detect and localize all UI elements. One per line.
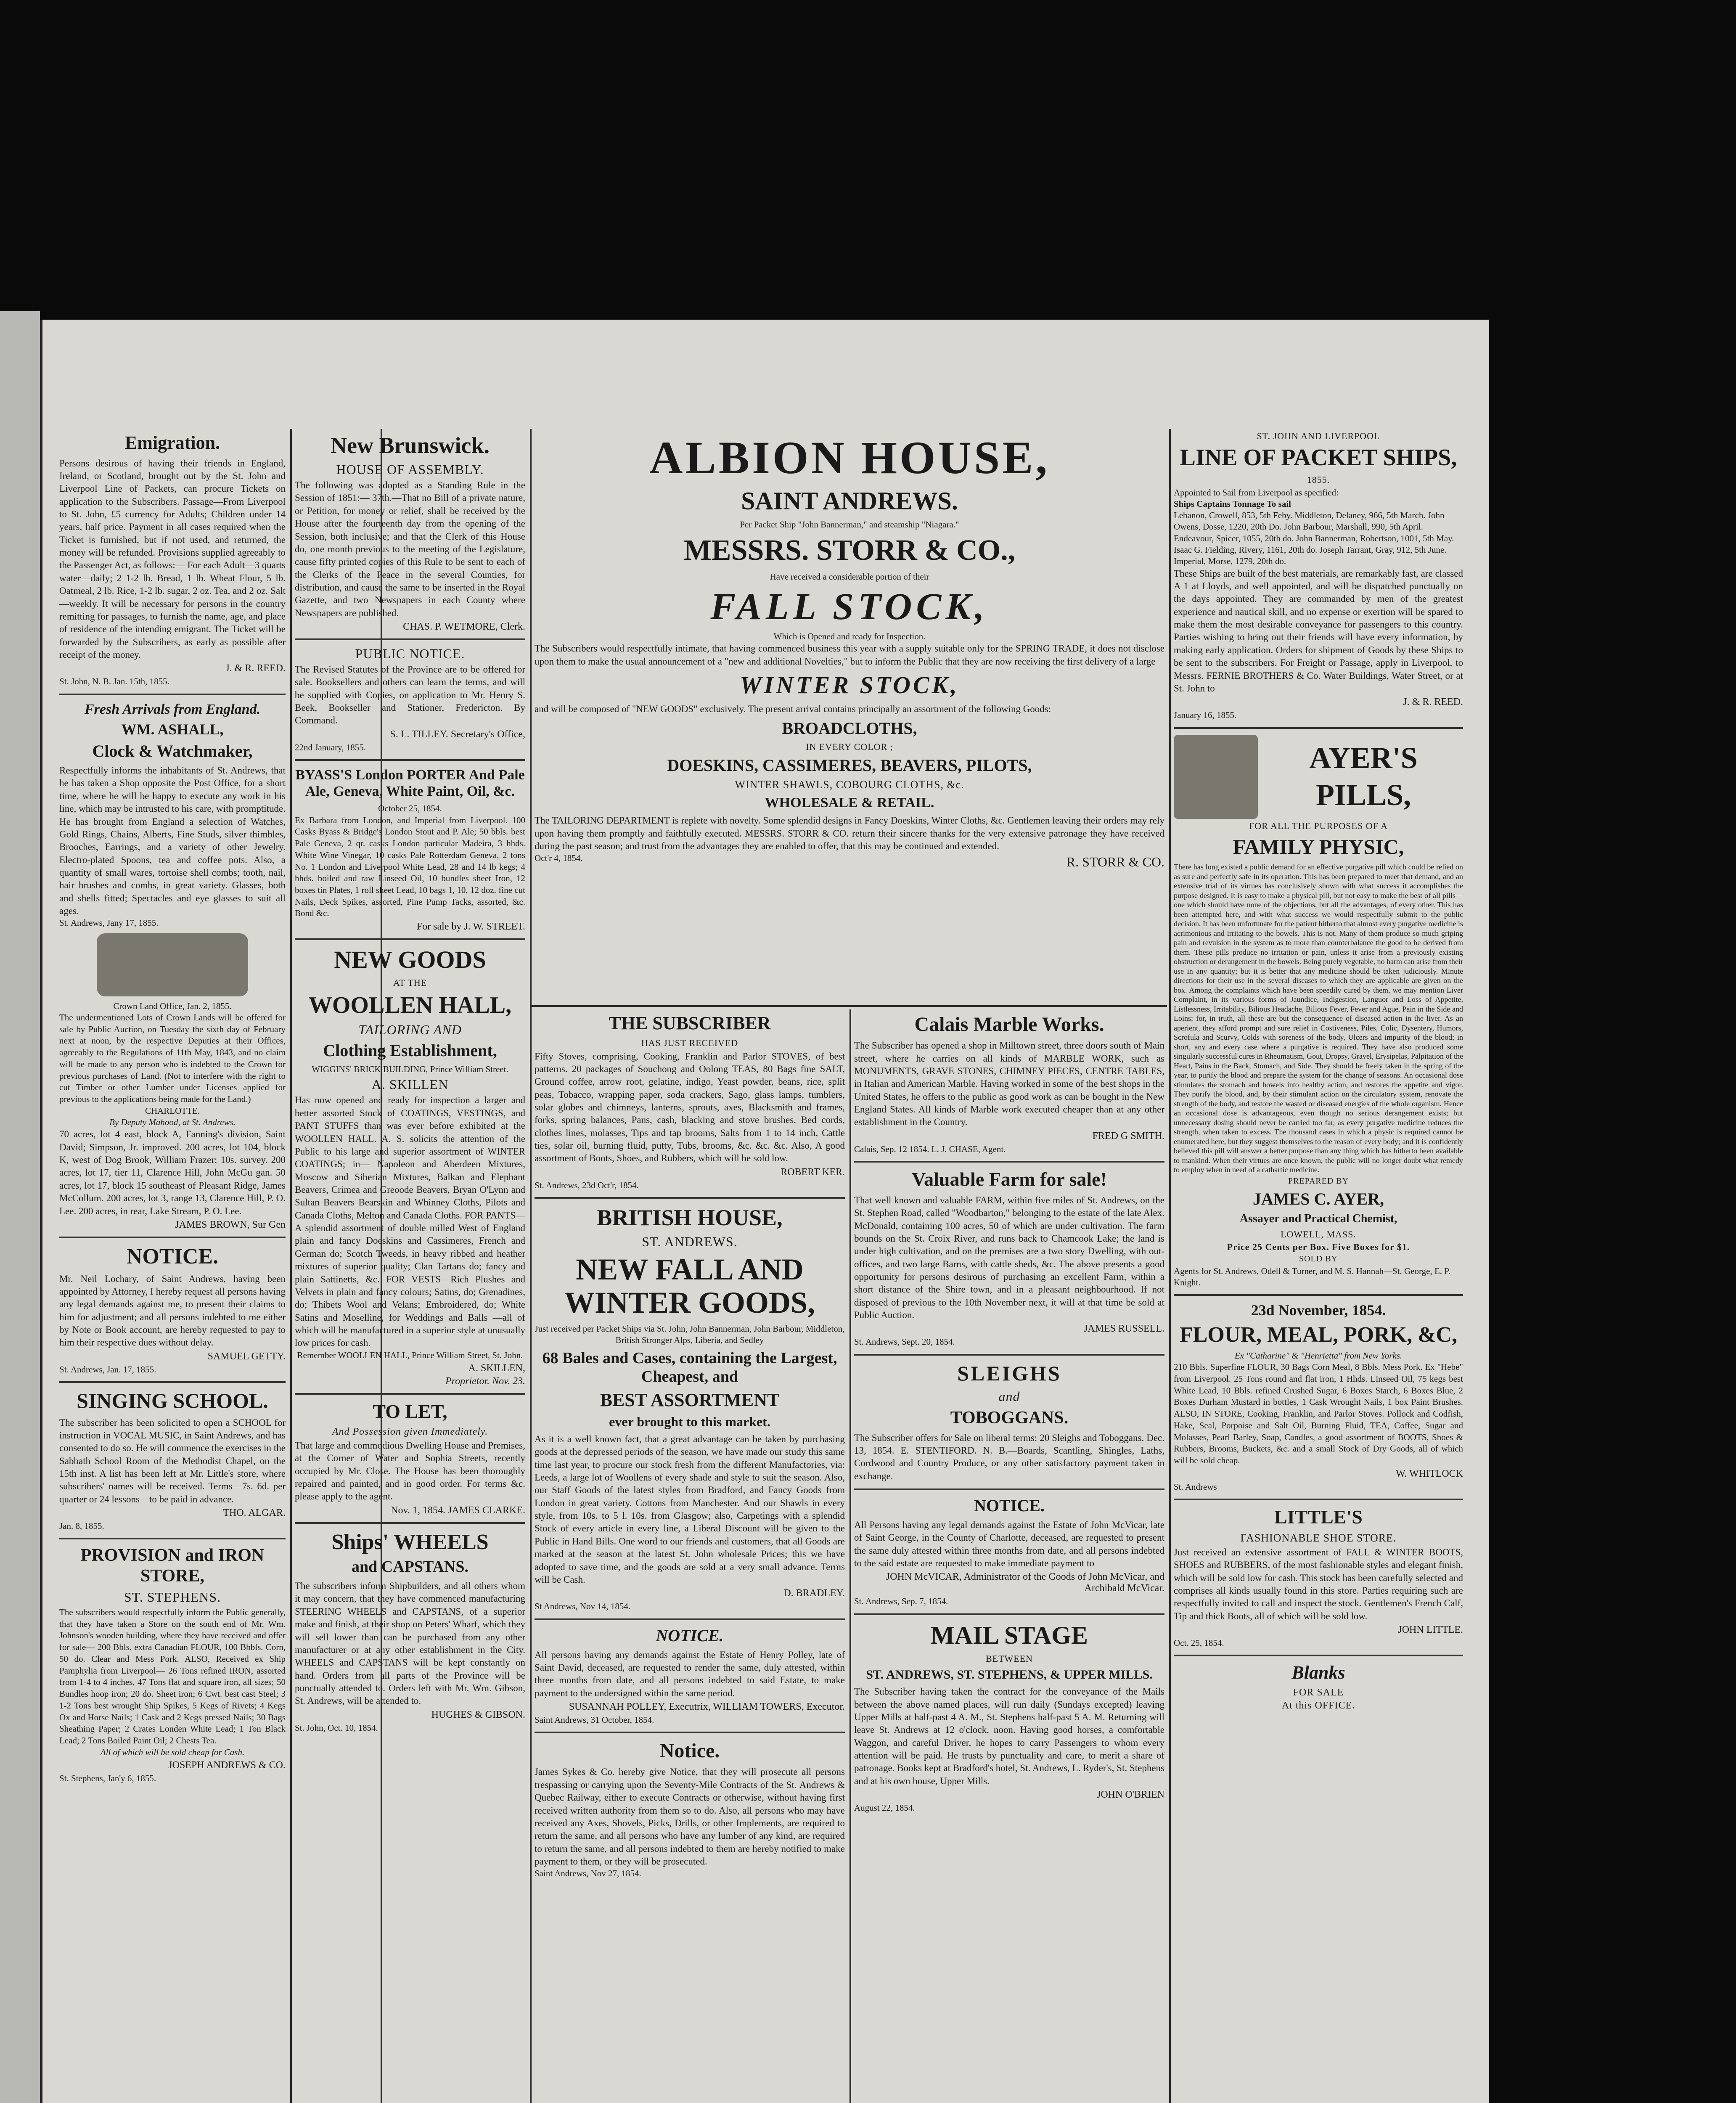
- ships-wheels-subtitle: and CAPSTANS.: [351, 1558, 469, 1576]
- woollen-tailoring: TAILORING AND: [358, 1022, 462, 1038]
- ayer-header: [1174, 735, 1463, 819]
- albion-firm: MESSRS. STORR & CO.,: [683, 534, 1016, 567]
- little-title: LITTLE'S: [1274, 1506, 1363, 1528]
- little-date: Oct. 25, 1854.: [1174, 1638, 1224, 1648]
- calais-marble-date: Calais, Sep. 12 1854. L. J. CHASE, Agent.: [854, 1144, 1006, 1154]
- subscriber-subtitle: HAS JUST RECEIVED: [641, 1037, 738, 1048]
- ayer-for: FOR ALL THE PURPOSES OF A: [1249, 820, 1388, 831]
- packet-line-columns: Ships Captains Tonnage To sail: [1174, 498, 1291, 509]
- notice-mcvicar-title: NOTICE.: [974, 1496, 1045, 1515]
- notice-getty-signature: SAMUEL GETTY.: [207, 1351, 286, 1362]
- subscriber-date: St. Andrews, 23d Oct'r, 1854.: [535, 1180, 639, 1190]
- notice-polley-title: NOTICE.: [656, 1626, 724, 1645]
- mail-stage-title: MAIL STAGE: [931, 1621, 1088, 1649]
- farm-for-sale-date: St. Andrews, Sept. 20, 1854.: [854, 1337, 955, 1347]
- subscriber-title: THE SUBSCRIBER: [609, 1013, 771, 1033]
- singing-school-date: Jan. 8, 1855.: [59, 1521, 104, 1531]
- column-rule: [530, 429, 532, 2103]
- british-house-ever: ever brought to this market.: [609, 1414, 770, 1430]
- farm-for-sale-title: Valuable Farm for sale!: [912, 1168, 1107, 1190]
- little-subtitle: FASHIONABLE SHOE STORE.: [1240, 1531, 1397, 1544]
- albion-house-ad: [532, 429, 1167, 1001]
- albion-house-subtitle: SAINT ANDREWS.: [741, 487, 958, 515]
- little-body: Just received an extensive assortment of FALL & WINTER BOOTS, SHOES and RUBBERS, of the most fashionable styles and elegant finish, which will be sold low for cash. This stock has been carefully selected and comprises all kinds usually found in this store. Parties requiring such are respectfully invited to call and inspect the stock. Gentlemen's French Calf, Tip and thick Boots, all of which will be sold low.: [1174, 1547, 1463, 1621]
- albion-wholesale: WHOLESALE & RETAIL.: [765, 795, 934, 811]
- singing-school-title: SINGING SCHOOL.: [77, 1389, 268, 1413]
- british-house-signature: D. BRADLEY.: [783, 1588, 845, 1599]
- crown-land-body: The undermentioned Lots of Crown Lands will be offered for sale by Public Auction, on Tuesday the sixth day of February next at noon, by the respective Deputies at their Offices, agreeably to the Regulations of 11th May, 1843, and no claim will be made to any person who is indebted to the Crown for previous purchases of Land. (Not to interfere with the right to cut Timber or other Lumber under Licenses applied for previous to the applications being made for the Land.): [59, 1012, 286, 1104]
- ayer-title: AYER'S: [1309, 741, 1418, 775]
- ships-wheels-title: Ships' WHEELS: [331, 1530, 489, 1554]
- public-notice-signature: S. L. TILLEY. Secretary's Office,: [390, 728, 525, 740]
- provision-store-note: All of which will be sold cheap for Cash.: [100, 1747, 245, 1757]
- singing-school-body: The subscriber has been solicited to open a SCHOOL for instruction in VOCAL MUSIC, in Saint Andrews, and has consented to do so. He will commence the exercises in the Sabbath School Room of the Methodist Chapel, on the 15th inst. A list has been left at Mr. Little's store, where subscribers' names will be received. Terms—7s. 6d. per quarter or 24 lessons—to be paid in advance.: [59, 1417, 286, 1504]
- ayer-chemist: Assayer and Practical Chemist,: [1239, 1212, 1397, 1225]
- byass-porter-signature: For sale by J. W. STREET.: [416, 921, 525, 932]
- british-house-per: Just received per Packet Ships via St. John, John Bannerman, John Barbour, Middleton, British Stronger Alps, Liberia, and Sedley: [535, 1323, 845, 1345]
- albion-signature: R. STORR & CO.: [1066, 854, 1164, 870]
- notice-polley-signature: SUSANNAH POLLEY, Executrix, WILLIAM TOWERS, Executor.: [569, 1701, 845, 1712]
- notice-sykes-date: Saint Andrews, Nov 27, 1854.: [535, 1868, 641, 1879]
- woollen-remember: Remember WOOLLEN HALL, Prince William Street, St. John.: [297, 1350, 523, 1360]
- ships-wheels-signature: HUGHES & GIBSON.: [431, 1709, 525, 1720]
- ashall-trade: Clock & Watchmaker,: [92, 742, 253, 761]
- sleighs-and: and: [998, 1389, 1020, 1404]
- provision-store-body: The subscribers would respectfully inform the Public generally, that they have taken a Store on the south end of Mr. Wm. Johnson's wooden building, where they have received and offer for sale— 200 Bbls. extra Canadian FLOUR, 100 Bbbls. Corn, 50 do. Clear and Mess Pork. ALSO, Received ex Ship Pamphylia from Liverpool— 26 Tons refined IRON, assorted from 1-4 to 4 inches, 47 Tons flat and square iron, all sizes; 50 Bundles hoop iron; 20 do. Sheet iron; 6 Cwt. best cast Steel; 3 1-2 Tons best wrought Ship Spikes, 5 Kegs of Rivets; 4 Kegs Ox and Horse Nails; 1 Cask and 2 Kegs pressed Nails; 30 Bags Sheathing Paper; 2 Crates Londen White Lead; 1 Ton Black Lead; 2 Tons Boiled Paint Oil; 2 Chests Tea.: [59, 1607, 286, 1745]
- albion-tailoring: The TAILORING DEPARTMENT is replete with novelty. Some splendid designs in Fancy Doeskins, Winter Cloths, &c. Gentlemen leaving their orders may rely upon having them promptly and faithfully executed. MESSRS. STORR & CO. return their sincere thanks for the very extensive patronage they have received during the past season; and trust from the advantages they are enabled to offer, that this may be continued and extended.: [535, 815, 1164, 851]
- byass-porter-title: BYASS'S London PORTER And Pale Ale, Geneva, White Paint, Oil, &c.: [295, 767, 525, 800]
- woollen-proprietor: Proprietor. Nov. 23.: [445, 1375, 525, 1387]
- calais-marble-body: The Subscriber has opened a shop in Milltown street, three doors south of Main street, where he carries on all kinds of MARBLE WORK, such as MONUMENTS, GRAVE STONES, CHIMNEY PIECES, CENTRE TABLES, in Italian and American Marble. Having worked in some of the best shops in the United States, he offers to the public as good work as can be bought in the New England States. All kinds of Marble work executed cheaper than at any other establishment in the Country.: [854, 1040, 1164, 1128]
- british-house-place: ST. ANDREWS.: [642, 1234, 738, 1250]
- house-of-assembly: HOUSE OF ASSEMBLY.: [336, 462, 484, 477]
- albion-opened: Which is Opened and ready for Inspection.: [773, 631, 926, 642]
- flour-ex: Ex "Catharine" & "Henrietta" from New Yorks.: [1234, 1350, 1403, 1361]
- ayer-place: LOWELL, MASS.: [1281, 1229, 1356, 1240]
- woollen-body: Has now opened and ready for inspection a larger and better assorted Stock of COATINGS, VESTINGS, and PANT STUFFS than was ever before exhibited at the WOOLLEN HALL. A. S. solicits the attention of the Public to his large and superior assortment of WINTER COATINGS; in— Napoleon and Aberdeen Mixtures, Moscow and Siberian Mixtures, Balkan and Elephant Beavers, Crimea and Greoode Beavers, Bryan O'Lynn and Sultan Beavers Bearskin and Whinney Cloths, Pilots and Canada Cloths, Melton and Canada Cloths. FOR PANTS—A splendid assortment of double milled West of England plain and fancy Doeskins and Cassimeres, French and German do; Scotch Tweeds, in heavy ribbed and heather mixtures of superior quality; Clan Tartans do; fancy and plain Sattinetts, &c. FOR VESTS—Rich Plushes and Velvets in plain and fancy colours; Satins, do; Grenadines, do; Thibets Wool and Velans; Embroidered, do; White Satins and Moselline, for Weddings and Balls —all of which will be manufactured in a superior style at unusually low prices for cash.: [295, 1095, 525, 1348]
- column-2: [292, 429, 528, 2103]
- packet-line-heading: ST. JOHN AND LIVERPOOL: [1257, 431, 1380, 441]
- albion-per-ship: Per Packet Ship "John Bannerman," and steamship "Niagara.": [740, 519, 959, 530]
- notice-polley-body: All persons having any demands against the Estate of Henry Polley, late of Saint David, deceased, are requested to render the same, duly attested, within three months from date, and all persons indebted to said Estate, to make payment to the undersigned within the same period.: [535, 1649, 845, 1698]
- mail-stage-route: ST. ANDREWS, ST. STEPHENS, & UPPER MILLS.: [866, 1667, 1153, 1682]
- albion-footer: [535, 853, 1164, 871]
- notice-getty-date: St. Andrews, Jan. 17, 1855.: [59, 1364, 156, 1375]
- mail-stage-date: August 22, 1854.: [854, 1803, 915, 1813]
- public-notice-title: PUBLIC NOTICE.: [355, 646, 465, 662]
- albion-fall-stock: FALL STOCK,: [710, 586, 989, 628]
- column-rule: [849, 1009, 851, 2103]
- albion-body-2: and will be composed of "NEW GOODS" exclusively. The present arrival contains principally an assortment of the following Goods:: [535, 703, 1051, 714]
- british-house-best: BEST ASSORTMENT: [600, 1389, 780, 1410]
- subscriber-body: Fifty Stoves, comprising, Cooking, Franklin and Parlor STOVES, of best patterns. 20 packages of Souchong and Oolong TEAS, 80 Bags fine SALT, Ground coffee, arrow root, gelatine, indigo, Yeast powder, beans, rice, split peas, Tobacco, wrapping paper, soda crackers, Sago, glass lamps, tumblers, solar globes and chimneys, lanterns, sprouts, axes, Blacksmith and frames, forks, spring balances, Pans, cash, blacking and stove brushes, Bed cords, clothes lines, molasses, Tips and tap brooms, Salts from 1 to 14 inch, Cattle ties, solar oil, burning fluid, putty, Tubs, brooms, &c. &c. &c. Also, A good assortment of Boots, Shoes, and Rubbers, which will be sold low.: [535, 1051, 845, 1164]
- flour-body: 210 Bbls. Superfine FLOUR, 30 Bags Corn Meal, 8 Bbls. Mess Pork. Ex "Hebe" from Liverpool. 25 Tons round and flat iron, 1 Hhds. Linseed Oil, 75 kegs best White Lead, 10 Bbls. refined Crushed Sugar, 6 Boxes Starch, 6 Boxes Blue, 2 Boxes Durham Mustard in bottles, 1 Cask Wrought Nails, 1 box Paint Brushes. ALSO, IN STORE, Cooking, Franklin, and Parlor Stoves. Pollock and Codfish, Hake, Seal, Porpoise and Salt Oil, Burning Fluid, TEA, Coffee, Sugar and Molasses, Pearl Barley, Soap, Candles, a good assortment of BOOTS, Shoes & Rubbers, Brooms, Buckets, &c. and a small Stock of Dry Goods, all of which will be sold cheap.: [1174, 1362, 1463, 1465]
- column-5: [1171, 429, 1466, 2103]
- notice-sykes-title: Notice.: [659, 1740, 720, 1762]
- to-let-signature: Nov. 1, 1854. JAMES CLARKE.: [391, 1504, 525, 1516]
- ayer-family-physic: FAMILY PHYSIC,: [1233, 834, 1404, 858]
- to-let-subtitle: And Possession given Immediately.: [332, 1426, 488, 1437]
- ayer-crest-image: [1174, 735, 1258, 819]
- notice-mcvicar-signature: JOHN McVICAR, Administrator of the Goods of John McVicar, and Archibald McVicar.: [886, 1571, 1164, 1594]
- notice-getty-title: NOTICE.: [126, 1244, 219, 1269]
- little-signature: JOHN LITTLE.: [1398, 1624, 1463, 1636]
- packet-line-title: LINE OF PACKET SHIPS,: [1180, 445, 1457, 471]
- ayer-body: There has long existed a public demand for an effective purgative pill which could be relied on as sure and perfectly safe in its operation. This has been prepared to meet that demand, and an extensive trial of its virtues has conclusively shown with what success it accomplishes the purpose designed. It is easy to make a physical pill, but not easy to make the best of all pills—one which should have none of the objections, but all the advantages, of every other. This has been attempted here, and with what success we would respectfully submit to the public decision. It has been unfortunate for the patient hitherto that almost every purgative medicine is acrimonious and irritating to the bowels. This is not. Many of them produce so much griping pain and revulsion in the system as to more than counterbalance the good to be derived from them. These pills produce no irritation or pain, unless it arise from a previously existing obstruction or derangement in the bowels. Being purely vegetable, no harm can arise from their use in any quantity; but it is better that any medicine should be taken judiciously. Minute directions for their use in the several diseases to which they are applicable are given on the box. Among the complaints which have been speedily cured by them, we may mention Liver Complaint, in its various forms of Jaundice, Indigestion, Languor and Loss of Appetite, Listlessness, Irritability, Bilious Headache, Bilious Fever, Fever and Ague, Pain in the Side and Loins; for, in truth, all these are but the consequence of diseased action in the liver. As an aperient, they afford prompt and sure relief in Costiveness, Piles, Colic, Dysentery, Humors, Scrofula and Scurvy, Colds with soreness of the body, Ulcers and impurity of the blood; in short, any and every case where a purgative is required. They have also produced some singularly successful cures in Rheumatism, Gout, Dropsy, Gravel, Erysipelas, Palpitation of the Heart, Pains in the Back, Stomach, and Side. They should be freely taken in the spring of the year, to purify the blood and prepare the system for the change of seasons. An occasional dose stimulates the stomach and bowels into healthy action, and restores the appetite and vigor. They purify the blood, and, by their stimulant action on the circulatory system, renovate the strength of the body, and restore the wasted or diseased energies of the whole organism. Hence an occasional dose is advantageous, even though no serious derangement exists; but unnecessary dosing should never be carried too far, as every purgative medicine reduces the strength, when taken to excess. The thousand cases in which a physic is required cannot be enumerated here, but they suggest themselves to the reason of every body; and it is confidently believed this pill will answer a better purpose than any thing which has hitherto been available to mankind. When their virtues are once known, the public will no longer doubt what remedy to employ when in need of a cathartic medicine.: [1174, 863, 1463, 1174]
- ayer-prepared-by: PREPARED BY: [1288, 1176, 1349, 1186]
- albion-shawls: WINTER SHAWLS, COBOURG CLOTHS, &c.: [735, 779, 964, 791]
- column-3: [532, 1009, 847, 2103]
- ships-wheels-date: St. John, Oct. 10, 1854.: [295, 1722, 378, 1733]
- sleighs-title: SLEIGHS: [957, 1361, 1061, 1385]
- emigration-signature: J. & R. REED.: [225, 663, 286, 674]
- notice-getty-body: Mr. Neil Lochary, of Saint Andrews, having been appointed by Attorney, I hereby request all persons having any legal demands against me, to present their claims to him for adjustment; and all persons indebted to me either by Note or Book account, are hereby requested to pay to him their respective dues without delay.: [59, 1273, 286, 1348]
- newspaper-columns: [57, 429, 1470, 2103]
- royal-crest-image: [97, 933, 248, 996]
- to-let-body: That large and commodious Dwelling House and Premises, at the Corner of Water and Sophia Streets, recently occupied by Mr. Close. The House has been thoroughly repaired and painted, and in good order. For terms &c. please apply to the agent.: [295, 1440, 525, 1502]
- new-brunswick-body: The following was adopted as a Standing Rule in the Session of 1851:— 37th.—That no Bill of a private nature, or Petition, for money or relief, shall be received by the House after the fourteenth day from the opening of the Session, both inclusive; and that the Clerk of this House do, one month previous to the meeting of the Legislature, cause fifty printed copies of this Rule to be sent to each of the Clerks of the Peace in the several Counties, for distribution, and cause the same to be inserted in the Royal Gazette, and two Newspapers in each County where Newspapers are published.: [295, 480, 525, 618]
- to-let-title: TO LET,: [373, 1400, 447, 1422]
- british-house-big: NEW FALL AND WINTER GOODS,: [564, 1253, 815, 1320]
- woollen-clothing: Clothing Establishment,: [323, 1041, 497, 1060]
- ayer-agents: Agents for St. Andrews, Odell & Turner, and M. S. Hannah—St. George, E. P. Knight.: [1174, 1266, 1450, 1288]
- provision-store-date: St. Stephens, Jan'y 6, 1855.: [59, 1773, 156, 1783]
- notice-mcvicar-body: All Persons having any legal demands against the Estate of John McVicar, late of Saint George, in the County of Charlotte, deceased, are requested to present the same duly attested within three months from date, and all persons indebted to the said estate are requested to make immediate payment to: [854, 1520, 1164, 1569]
- new-brunswick-signature: CHAS. P. WETMORE, Clerk.: [403, 621, 525, 633]
- new-goods-title: NEW GOODS: [334, 946, 486, 974]
- woollen-hall-title: WOOLLEN HALL,: [308, 992, 512, 1018]
- new-goods-at: AT THE: [393, 977, 427, 988]
- emigration-title: Emigration.: [124, 432, 220, 453]
- emigration-date: St. John, N. B. Jan. 15th, 1855.: [59, 676, 169, 687]
- ayer-name: JAMES C. AYER,: [1253, 1189, 1384, 1208]
- ayer-title-block: [1264, 738, 1463, 815]
- ayer-pills: PILLS,: [1315, 778, 1411, 812]
- crown-land-lots: 70 acres, lot 4 east, block A, Fanning's division, Saint David; Simpson, Jr. improved. 200 acres, lot 104, block K, west of Dog Brook, William Frazer; 10s. survey. 200 acres, lot 17, tier 11, Clarence Hill, John McGu gan. 50 acres, lot 17, block 15 southeast of Pleasant Ridge, James McCollum. 200 acres, lot 3, range 13, Clarence Hill, P. O. Lee. 200 acres, in rear, Lake Stream, P. O. Lee.: [59, 1129, 286, 1216]
- public-notice-body: The Revised Statutes of the Province are to be offered for sale. Booksellers and others can learn the terms, and will be supplied with Copies, on application to Mr. Henry S. Beek, Bookseller and Stationer, Fredericton. By Command.: [295, 664, 525, 726]
- singing-school-signature: THO. ALGAR.: [223, 1507, 286, 1519]
- albion-body: The Subscribers would respectfully intimate, that having commenced business this year with a supply suitable only for the SPRING TRADE, it does not disclose upon them to make the usual announcement of a "new and additional Novelties," but to inform the Public that they are now receiving the first delivery of a large: [535, 643, 1164, 667]
- new-brunswick-title: New Brunswick.: [330, 433, 490, 458]
- albion-every-color: IN EVERY COLOR ;: [806, 742, 893, 752]
- column-rule: [290, 429, 292, 2103]
- mail-stage-signature: JOHN O'BRIEN: [1097, 1789, 1164, 1801]
- column-rule: [1169, 429, 1171, 2103]
- ships-wheels-body: The subscribers inform Shipbuilders, and all others whom it may concern, that they have commenced manufacturing STEERING WHEELS and CAPSTANS, of a superior make and finish, at their shop on Peters' Wharf, which they will sell lower than can be purchased from any other manufacturer or at any other establishment in the City. WHEELS and CAPSTANS will be kept constantly on hand. Orders from all parts of the Province will be punctually attended to. Orders left with Mr. Wm. Gibson, St. Andrews, will be attended to.: [295, 1581, 525, 1706]
- provision-store-signature: JOSEPH ANDREWS & CO.: [168, 1759, 286, 1771]
- crown-land-heading: Crown Land Office, Jan. 2, 1855.: [113, 1001, 232, 1011]
- ayer-sold-by: SOLD BY: [1299, 1254, 1338, 1263]
- packet-line-intro: Appointed to Sail from Liverpool as specified:: [1174, 487, 1339, 498]
- ayer-price: Price 25 Cents per Box. Five Boxes for $1.: [1227, 1241, 1410, 1252]
- packet-line-body: These Ships are built of the best materials, are remarkably fast, are classed A 1 at Lloyds, and well appointed, and will be dispatched punctually on the days appointed. They are commanded by men of the greatest experience and nautical skill, and no expense or exertion will be spared to make them the most desirable conveyance for passengers to this country. Parties wishing to bring out their friends will have every information, by making early application. Orders for shipment of Goods by these Ships to be sent to the subscribers. For Freight or Passage, apply in Liverpool, to Messrs. FERNIE BROTHERS & Co. Water Buildings, Water Street, or at St. John to: [1174, 568, 1463, 694]
- ashall-heading: Fresh Arrivals from England.: [84, 701, 261, 717]
- blanks-title: Blanks: [1291, 1662, 1345, 1683]
- flour-place: St. Andrews: [1174, 1481, 1217, 1492]
- provision-store-title: PROVISION and IRON STORE,: [80, 1546, 265, 1586]
- crown-land-deputy: By Deputy Mahood, at St. Andrews.: [109, 1117, 236, 1128]
- byass-porter-date: October 25, 1854.: [378, 803, 442, 814]
- woollen-building: WIGGINS' BRICK BUILDING, Prince William Street.: [312, 1064, 508, 1075]
- ashall-name: WM. ASHALL,: [121, 720, 224, 738]
- albion-doeskins: DOESKINS, CASSIMERES, BEAVERS, PILOTS,: [667, 756, 1032, 775]
- woollen-signature: A. SKILLEN,: [468, 1362, 525, 1374]
- packet-line-signature: J. & R. REED.: [1403, 697, 1463, 708]
- column-4: [852, 1009, 1167, 2103]
- albion-have-received: Have received a considerable portion of their: [770, 571, 929, 582]
- toboggans-title: TOBOGGANS.: [950, 1408, 1069, 1428]
- british-house-title: BRITISH HOUSE,: [597, 1205, 783, 1231]
- ashall-date: St. Andrews, Jany 17, 1855.: [59, 918, 159, 928]
- left-page-edge: [0, 311, 40, 2103]
- packet-line-rows: Lebanon, Crowell, 853, 5th Feby. Middleton, Delaney, 966, 5th March. John Owens, Dosse, 1220, 20th Do. John Barbour, Marshall, 990, 5th April. Endeavour, Spicer, 1055, 20th do. John Bannerman, Robertson, 1001, 5th May. Isaac G. Fielding, Rivery, 1161, 20th do. Joseph Tarrant, Gray, 912, 5th June. Imperial, Morse, 1279, 20th do.: [1174, 510, 1454, 567]
- provision-store-place: ST. STEPHENS.: [124, 1589, 221, 1605]
- albion-house-title: ALBION HOUSE,: [649, 432, 1050, 483]
- farm-for-sale-signature: JAMES RUSSELL.: [1083, 1323, 1164, 1335]
- british-house-date: St Andrews, Nov 14, 1854.: [535, 1601, 631, 1612]
- packet-line-date: January 16, 1855.: [1174, 710, 1237, 720]
- albion-winter-stock: WINTER STOCK,: [740, 671, 959, 699]
- flour-title: FLOUR, MEAL, PORK, &C,: [1179, 1322, 1458, 1347]
- crown-land-county: CHARLOTTE.: [145, 1105, 200, 1116]
- calais-marble-title: Calais Marble Works.: [914, 1013, 1104, 1036]
- byass-porter-body: Ex Barbara from London, and Imperial from Liverpool. 100 Casks Byass & Bridge's London Stout and P. Ale; 50 bbls. best Pale Geneva, 2 qr. casks London particular Madeira, 3 hhds. White Wine Vinegar, 10 casks Pale Rotterdam Geneva, 2 tons No. 1 London and Liverpool White Lead, 28 and 14 lb kegs; 4 hhds. boiled and raw Linseed Oil, 10 bundles sheet Iron, 12 boxes tin Plates, 1 roll sheet Lead, 10 bags 1, 10, 12 doz. fine cut Nails, Deck Spikes, assorted, Pine Pump Tacks, assorted, &c. Bond &c.: [295, 815, 525, 919]
- woollen-name: A. SKILLEN: [371, 1077, 449, 1092]
- albion-date: Oct'r 4, 1854.: [535, 853, 583, 863]
- public-notice-date: 22nd January, 1855.: [295, 742, 366, 752]
- ashall-body: Respectfully informs the inhabitants of St. Andrews, that he has taken a Shop opposite the Post Office, for a short time, where he will be happy to execute any work in his line, which may be intrusted to his care, with promptitude. He has brought from England a selection of Watches, Gold Rings, Chains, Alberts, Fine Studs, silver thimbles, Brooches, Earrings, and a variety of other Jewelry. Electro-plated Spoons, tea and coffee pots. Also, a quantity of small wares, tortoise shell combs; tooth, nail, hair brushes and combs, in great variety. Glasses, both and shells fitted; Spectacles and eye glasses to suit all ages.: [59, 765, 286, 916]
- horizontal-rule: [530, 1005, 1167, 1007]
- notice-mcvicar-date: St. Andrews, Sep. 7, 1854.: [854, 1596, 948, 1607]
- mail-stage-between: BETWEEN: [985, 1653, 1033, 1664]
- whitlock-date: 23d November, 1854.: [1251, 1302, 1386, 1319]
- flour-signature: W. WHITLOCK: [1396, 1468, 1463, 1479]
- calais-marble-signature: FRED G SMITH.: [1092, 1130, 1164, 1142]
- subscriber-signature: ROBERT KER.: [781, 1166, 845, 1178]
- blanks-for-sale: FOR SALE: [1293, 1687, 1344, 1698]
- mail-stage-body: The Subscriber having taken the contract for the conveyance of the Mails between the above named places, will run daily (Sundays excepted) leaving Upper Mills at half-past 4 A. M., St. Stephens half-past 5 A. M. Returning will leave St. Andrews at 12 o'clock, noon. Having good horses, a comfortable Waggon, and careful Driver, he hopes to carry Passengers to whom every attention will be paid. He trusts by punctuality and care, to merit a share of patronage. Books kept at Bradford's hotel, St. Andrews, L. Ryder's, St. Stephens and at his own house, Upper Mills.: [854, 1686, 1164, 1786]
- farm-for-sale-body: That well known and valuable FARM, within five miles of St. Andrews, on the St. Stephen Road, called "Woodbarton," belonging to the estate of the late Alex. McDonald, containing 100 acres, 50 of which are under cultivation. The farm bounds on the St. Croix River, and runs back to Chamcook Lake; the land is under high cultivation, and on the premises are a two story Dwelling, with out-offices, and two large Barns, with cattle sheds, &c. The above presents a good opportunity for persons desirous of purchasing an excellent Farm, within a short distance of the Shire town, and in a pleasant neighbourhood. If not disposed of previous to the 10th November next, it will at that time be sold at Public Auction.: [854, 1195, 1164, 1321]
- sleighs-body: The Subscriber offers for Sale on liberal terms: 20 Sleighs and Toboggans. Dec. 13, 1854. E. STENTIFORD. N. B.—Boards, Scantling, Shingles, Laths, Cordwood and Country Produce, or any other satisfactory payment taken in exchange.: [854, 1432, 1164, 1481]
- british-house-bales: 68 Bales and Cases, containing the Largest, Cheapest, and: [542, 1349, 837, 1385]
- crown-land-signature: JAMES BROWN, Sur Gen: [175, 1219, 286, 1230]
- notice-sykes-body: James Sykes & Co. hereby give Notice, that they will prosecute all persons trespassing or carrying upon the Seventy-Mile Contracts of the St. Andrews & Quebec Railway, either to execute Contracts or otherwise, without having first received written authority from them so to do. Also, all persons who may have received any Axes, Shovels, Picks, Drills, or other Implements, are required to return the same, and all persons who have any lumber of any kind, are required to return the same, and all persons indebted to them are hereby notified to make payment to them, or they will be prosecuted.: [535, 1767, 845, 1867]
- column-1: [57, 429, 288, 2103]
- emigration-body: Persons desirous of having their friends in England, Ireland, or Scotland, brought out by the St. John and Liverpool Line of Packets, can procure Tickets on application to the Subscribers. Passage—From Liverpool to St. John, £5 currency for Adults; Children under 14 years, half price. Payment in all cases required when the Ticket is furnished, but if not used, and returned, the money will be refunded. Provisions supplied agreeably to the Passenger Act, as follows:— For each Adult—3 quarts water—daily; 2 1-2 lb. Bread, 1 lb. Wheat Flour, 5 lb. Oatmeal, 2 lb. Rice, 1-2 lb. sugar, 2 oz. Tea, and 2 oz. Salt—weekly. It will be necessary for persons in the country remitting for passages, to furnish the name, age, and place of residence of the intending emigrant. The Ticket will be forwarded by the Subscribers, as early as possible after receipt of the money.: [59, 458, 286, 660]
- british-house-body: As it is a well known fact, that a great advantage can be taken by purchasing goods at the depressed periods of the season, we have made our study this same time last year, to procure our stock fresh from the different Manufactories, via: Leeds, a large lot of Woollens of every shade and style to suit the season. Also, our Staff Goods of the latest styles from Bradford, and Fancy Goods from London in great variety. Cottons from Manchester. And our Shawls in every style, from 10s. to 5 l. 10s. from Glasgow; also, Carpetings with a splendid Stock of every article in every line, a Liberal Discount will be given to the Public in Hand Bills. One word to our friends and customers, that all Goods are marked at the season at the latest St. John wholesale Prices; this we have adopted to save time, and the goods are sold at a very small advance. Terms will be Cash.: [535, 1433, 845, 1585]
- notice-polley-date: Saint Andrews, 31 October, 1854.: [535, 1715, 654, 1725]
- albion-broadcloths: BROADCLOTHS,: [782, 719, 917, 738]
- packet-line-year: 1855.: [1307, 474, 1330, 485]
- blanks-at-office: At this OFFICE.: [1281, 1700, 1355, 1711]
